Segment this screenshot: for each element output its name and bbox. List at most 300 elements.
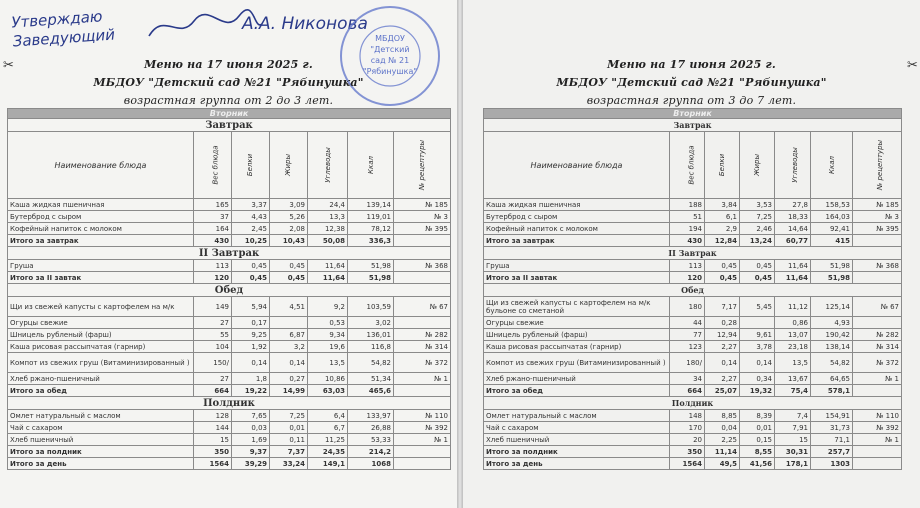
dish-value: 119,01 bbox=[348, 211, 394, 223]
dish-value: 190,42 bbox=[811, 329, 853, 341]
dish-row bbox=[484, 211, 902, 223]
meal-title: Завтрак bbox=[484, 119, 902, 132]
total-value: 50,08 bbox=[308, 235, 348, 247]
total-label: Итого за обед bbox=[484, 385, 670, 397]
dish-value: 136,01 bbox=[348, 329, 394, 341]
menu-date: Меню на 17 июня 2025 г. bbox=[144, 58, 313, 71]
total-value bbox=[853, 235, 902, 247]
dish-value: 3,53 bbox=[740, 199, 775, 211]
dish-value: 165 bbox=[194, 199, 232, 211]
total-value: 51,98 bbox=[348, 272, 394, 284]
dish-value: 0,01 bbox=[270, 422, 308, 434]
dish-name: Компот из свежих груш (Витаминизированный ) bbox=[484, 353, 670, 373]
column-header-protein: Белки bbox=[232, 132, 270, 199]
dish-value: 44 bbox=[670, 317, 705, 329]
dish-value: 139,14 bbox=[348, 199, 394, 211]
meal-total-row bbox=[484, 235, 902, 247]
dish-value: 164 bbox=[194, 223, 232, 235]
dish-value: 0,45 bbox=[232, 260, 270, 272]
dish-value: 180 bbox=[670, 297, 705, 317]
total-value: 9,37 bbox=[232, 446, 270, 458]
meal-section-header bbox=[484, 397, 902, 410]
dish-value: № 314 bbox=[853, 341, 902, 353]
dish-value: 150/ bbox=[194, 353, 232, 373]
column-header-row bbox=[8, 132, 451, 199]
dish-value: 92,41 bbox=[811, 223, 853, 235]
total-value: 430 bbox=[194, 235, 232, 247]
dish-value: 0,17 bbox=[232, 317, 270, 329]
total-value: 0,45 bbox=[740, 272, 775, 284]
dish-row bbox=[8, 422, 451, 434]
meal-section-header bbox=[484, 247, 902, 260]
total-value: 11,14 bbox=[705, 446, 740, 458]
total-value bbox=[394, 446, 451, 458]
scissors-icon: ✂ bbox=[907, 58, 918, 73]
dish-value: № 392 bbox=[394, 422, 451, 434]
column-header-recipe: № рецептуры bbox=[853, 132, 902, 199]
column-header-carbs: Углеводы bbox=[308, 132, 348, 199]
dish-value: № 282 bbox=[394, 329, 451, 341]
total-value: 8,55 bbox=[740, 446, 775, 458]
dish-value: № 372 bbox=[853, 353, 902, 373]
dish-row bbox=[8, 373, 451, 385]
meal-section-header bbox=[8, 247, 451, 260]
approval-signature bbox=[4, 4, 368, 51]
dish-value: № 110 bbox=[394, 410, 451, 422]
dish-value bbox=[740, 317, 775, 329]
dish-value: 5,45 bbox=[740, 297, 775, 317]
stamp-line-2: "Детский bbox=[370, 45, 410, 54]
dish-value: 7,25 bbox=[740, 211, 775, 223]
day-total-value: 39,29 bbox=[232, 458, 270, 470]
dish-row bbox=[8, 329, 451, 341]
meal-section-header bbox=[8, 397, 451, 410]
total-value bbox=[853, 272, 902, 284]
column-header-kcal: Ккал bbox=[348, 132, 394, 199]
dish-value: № 1 bbox=[853, 434, 902, 446]
dish-value: 55 bbox=[194, 329, 232, 341]
dish-value: 26,88 bbox=[348, 422, 394, 434]
column-header-carbs: Углеводы bbox=[775, 132, 811, 199]
dish-value: 20 bbox=[670, 434, 705, 446]
total-value: 51,98 bbox=[811, 272, 853, 284]
dish-value: 154,91 bbox=[811, 410, 853, 422]
dish-value: 149 bbox=[194, 297, 232, 317]
dish-name: Чай с сахаром bbox=[8, 422, 194, 434]
total-value: 10,43 bbox=[270, 235, 308, 247]
dish-value: 51,34 bbox=[348, 373, 394, 385]
total-label: Итого за полдник bbox=[484, 446, 670, 458]
dish-row bbox=[8, 317, 451, 329]
day-total-row bbox=[8, 458, 451, 470]
total-label: Итого за полдник bbox=[8, 446, 194, 458]
total-value: 257,7 bbox=[811, 446, 853, 458]
meal-section-header bbox=[8, 119, 451, 132]
meal-total-row bbox=[8, 272, 451, 284]
dish-name: Каша жидкая пшеничная bbox=[8, 199, 194, 211]
dish-value: № 185 bbox=[853, 199, 902, 211]
dish-value: 6,1 bbox=[705, 211, 740, 223]
dish-value: 54,82 bbox=[811, 353, 853, 373]
meal-total-row bbox=[8, 385, 451, 397]
signer-name: А.А. Никонова bbox=[242, 14, 368, 34]
dish-value bbox=[394, 317, 451, 329]
dish-value: № 392 bbox=[853, 422, 902, 434]
dish-value: 5,94 bbox=[232, 297, 270, 317]
dish-name: Компот из свежих груш (Витаминизированный ) bbox=[8, 353, 194, 373]
dish-value: 148 bbox=[670, 410, 705, 422]
dish-value: 54,82 bbox=[348, 353, 394, 373]
dish-name: Каша рисовая рассыпчатая (гарнир) bbox=[484, 341, 670, 353]
dish-value: 51 bbox=[670, 211, 705, 223]
dish-value: 0,45 bbox=[740, 260, 775, 272]
dish-row bbox=[484, 199, 902, 211]
dish-value: 51,98 bbox=[348, 260, 394, 272]
dish-value: 24,4 bbox=[308, 199, 348, 211]
total-value: 120 bbox=[194, 272, 232, 284]
dish-name: Чай с сахаром bbox=[484, 422, 670, 434]
column-header-row bbox=[484, 132, 902, 199]
meal-total-row bbox=[484, 385, 902, 397]
dish-row bbox=[484, 329, 902, 341]
dish-value: 0,34 bbox=[740, 373, 775, 385]
day-total-value: 33,24 bbox=[270, 458, 308, 470]
total-value: 19,32 bbox=[740, 385, 775, 397]
dish-row bbox=[8, 297, 451, 317]
dish-value: 8,85 bbox=[705, 410, 740, 422]
dish-value: 27,8 bbox=[775, 199, 811, 211]
dish-name: Бутерброд с сыром bbox=[484, 211, 670, 223]
total-value: 14,99 bbox=[270, 385, 308, 397]
dish-value: 4,93 bbox=[811, 317, 853, 329]
dish-value: 4,43 bbox=[232, 211, 270, 223]
dish-value: 113 bbox=[670, 260, 705, 272]
dish-value: 6,87 bbox=[270, 329, 308, 341]
menu-table-2-3 bbox=[7, 108, 451, 470]
dish-value: 0,14 bbox=[232, 353, 270, 373]
dish-name: Огурцы свежие bbox=[484, 317, 670, 329]
dish-value: 0,14 bbox=[270, 353, 308, 373]
column-header-weight: Вес блюда bbox=[670, 132, 705, 199]
dish-value: 13,5 bbox=[308, 353, 348, 373]
dish-row bbox=[484, 317, 902, 329]
day-total-value bbox=[853, 458, 902, 470]
dish-value: 6,4 bbox=[308, 410, 348, 422]
age-group: возрастная группа от 2 до 3 лет. bbox=[123, 94, 334, 107]
dish-row bbox=[484, 223, 902, 235]
day-total-value: 1564 bbox=[194, 458, 232, 470]
day-of-week: Вторник bbox=[8, 109, 451, 119]
dish-value: 0,03 bbox=[232, 422, 270, 434]
dish-value: 133,97 bbox=[348, 410, 394, 422]
meal-total-row bbox=[484, 272, 902, 284]
dish-row bbox=[8, 199, 451, 211]
org-name: МБДОУ "Детский сад №21 "Рябинушка" bbox=[556, 76, 827, 89]
day-total-row bbox=[484, 458, 902, 470]
stamp-line-3: сад № 21 bbox=[370, 56, 410, 65]
dish-row bbox=[8, 341, 451, 353]
dish-value: 13,3 bbox=[308, 211, 348, 223]
stamp-line-4: "Рябинушка" bbox=[362, 67, 418, 76]
meal-section-header bbox=[8, 284, 451, 297]
dish-value: 1,92 bbox=[232, 341, 270, 353]
meal-title: Полдник bbox=[8, 397, 451, 410]
dish-value: 3,78 bbox=[740, 341, 775, 353]
dish-value: 9,34 bbox=[308, 329, 348, 341]
total-value: 120 bbox=[670, 272, 705, 284]
dish-value: 11,25 bbox=[308, 434, 348, 446]
dish-value: 19,6 bbox=[308, 341, 348, 353]
dish-row bbox=[484, 422, 902, 434]
dish-value: 2,25 bbox=[705, 434, 740, 446]
dish-value: 125,14 bbox=[811, 297, 853, 317]
dish-value: 11,12 bbox=[775, 297, 811, 317]
dish-value: № 368 bbox=[394, 260, 451, 272]
dish-name: Шницель рубленый (фарш) bbox=[484, 329, 670, 341]
column-header-protein: Белки bbox=[705, 132, 740, 199]
total-value: 465,6 bbox=[348, 385, 394, 397]
dish-value: 13,07 bbox=[775, 329, 811, 341]
column-header-recipe: № рецептуры bbox=[394, 132, 451, 199]
dish-value: 0,14 bbox=[705, 353, 740, 373]
dish-row bbox=[8, 211, 451, 223]
column-header-weight: Вес блюда bbox=[194, 132, 232, 199]
day-total-value: 178,1 bbox=[775, 458, 811, 470]
meal-title: Полдник bbox=[484, 397, 902, 410]
total-label: Итого за II завтак bbox=[484, 272, 670, 284]
dish-value: 194 bbox=[670, 223, 705, 235]
total-value bbox=[853, 446, 902, 458]
dish-value: № 368 bbox=[853, 260, 902, 272]
dish-value: 0,45 bbox=[705, 260, 740, 272]
dish-name: Бутерброд с сыром bbox=[8, 211, 194, 223]
dish-value: 23,18 bbox=[775, 341, 811, 353]
day-total-value: 1068 bbox=[348, 458, 394, 470]
dish-value: 6,7 bbox=[308, 422, 348, 434]
dish-value: 13,67 bbox=[775, 373, 811, 385]
dish-value: 64,65 bbox=[811, 373, 853, 385]
dish-value: 0,45 bbox=[270, 260, 308, 272]
dish-value: 34 bbox=[670, 373, 705, 385]
age-group: возрастная группа от 3 до 7 лет. bbox=[586, 94, 797, 107]
total-value: 10,25 bbox=[232, 235, 270, 247]
dish-name: Хлеб ржано-пшеничный bbox=[484, 373, 670, 385]
dish-value: 144 bbox=[194, 422, 232, 434]
dish-value: № 372 bbox=[394, 353, 451, 373]
dish-value: 0,04 bbox=[705, 422, 740, 434]
dish-row bbox=[484, 353, 902, 373]
total-value: 7,37 bbox=[270, 446, 308, 458]
total-value: 30,31 bbox=[775, 446, 811, 458]
total-value bbox=[394, 272, 451, 284]
dish-value: 116,8 bbox=[348, 341, 394, 353]
dish-value: № 282 bbox=[853, 329, 902, 341]
dish-name: Омлет натуральный с маслом bbox=[8, 410, 194, 422]
dish-value: 7,17 bbox=[705, 297, 740, 317]
day-total-value: 1564 bbox=[670, 458, 705, 470]
meal-title: II Завтрак bbox=[8, 247, 451, 260]
dish-value: 9,2 bbox=[308, 297, 348, 317]
day-total-value: 49,5 bbox=[705, 458, 740, 470]
dish-value: 113 bbox=[194, 260, 232, 272]
dish-name: Кофейный напиток с молоком bbox=[8, 223, 194, 235]
dish-name: Омлет натуральный с маслом bbox=[484, 410, 670, 422]
total-value: 350 bbox=[194, 446, 232, 458]
day-total-value bbox=[394, 458, 451, 470]
dish-value: 9,61 bbox=[740, 329, 775, 341]
dish-value: № 3 bbox=[853, 211, 902, 223]
dish-value: 12,38 bbox=[308, 223, 348, 235]
dish-value: 180/ bbox=[670, 353, 705, 373]
meal-total-row bbox=[8, 446, 451, 458]
dish-value: 0,28 bbox=[705, 317, 740, 329]
dish-value bbox=[853, 317, 902, 329]
dish-value: 164,03 bbox=[811, 211, 853, 223]
day-total-value: 149,1 bbox=[308, 458, 348, 470]
dish-row bbox=[484, 434, 902, 446]
scissors-icon: ✂ bbox=[3, 58, 14, 73]
dish-name: Хлеб пшеничный bbox=[8, 434, 194, 446]
dish-value: 13,5 bbox=[775, 353, 811, 373]
meal-title: Обед bbox=[8, 284, 451, 297]
total-value: 11,64 bbox=[308, 272, 348, 284]
total-value bbox=[853, 385, 902, 397]
dish-value: № 3 bbox=[394, 211, 451, 223]
dish-value: 0,11 bbox=[270, 434, 308, 446]
total-value: 578,1 bbox=[811, 385, 853, 397]
dish-value: 12,94 bbox=[705, 329, 740, 341]
dish-name: Кофейный напиток с молоком bbox=[484, 223, 670, 235]
dish-row bbox=[8, 223, 451, 235]
dish-value: 3,02 bbox=[348, 317, 394, 329]
dish-value bbox=[270, 317, 308, 329]
dish-value: 1,8 bbox=[232, 373, 270, 385]
dish-value: 7,25 bbox=[270, 410, 308, 422]
day-of-week: Вторник bbox=[484, 109, 902, 119]
dish-value: № 395 bbox=[394, 223, 451, 235]
column-header-fat: Жиры bbox=[270, 132, 308, 199]
total-label: Итого за завтрак bbox=[8, 235, 194, 247]
column-header-name: Наименование блюда bbox=[484, 132, 670, 199]
dish-value: 0,15 bbox=[740, 434, 775, 446]
stamp-line-1: МБДОУ bbox=[375, 34, 405, 43]
organization-stamp bbox=[330, 4, 450, 108]
day-total-value: 41,56 bbox=[740, 458, 775, 470]
approval-line-2: Заведующий bbox=[12, 25, 116, 51]
dish-value: 15 bbox=[194, 434, 232, 446]
dish-value: 3,09 bbox=[270, 199, 308, 211]
dish-value: 0,01 bbox=[740, 422, 775, 434]
dish-row bbox=[484, 260, 902, 272]
dish-value: 2,45 bbox=[232, 223, 270, 235]
dish-value: № 67 bbox=[853, 297, 902, 317]
dish-value: 0,53 bbox=[308, 317, 348, 329]
dish-name: Щи из свежей капусты с картофелем на м/к бульоне со сметаной bbox=[484, 297, 670, 317]
dish-row bbox=[484, 341, 902, 353]
dish-row bbox=[8, 434, 451, 446]
dish-value: № 67 bbox=[394, 297, 451, 317]
dish-value: 104 bbox=[194, 341, 232, 353]
dish-row bbox=[8, 353, 451, 373]
meal-total-row bbox=[8, 235, 451, 247]
total-value: 350 bbox=[670, 446, 705, 458]
menu-date: Меню на 17 июня 2025 г. bbox=[607, 58, 776, 71]
dish-name: Огурцы свежие bbox=[8, 317, 194, 329]
total-value: 75,4 bbox=[775, 385, 811, 397]
total-value: 0,45 bbox=[270, 272, 308, 284]
dish-value: 9,25 bbox=[232, 329, 270, 341]
dish-value: 77 bbox=[670, 329, 705, 341]
dish-value: 11,64 bbox=[775, 260, 811, 272]
dish-value: 10,86 bbox=[308, 373, 348, 385]
total-label: Итого за завтрак bbox=[484, 235, 670, 247]
dish-value: 2,27 bbox=[705, 341, 740, 353]
dish-value: 3,84 bbox=[705, 199, 740, 211]
total-value: 60,77 bbox=[775, 235, 811, 247]
dish-row bbox=[8, 260, 451, 272]
day-total-label: Итого за день bbox=[484, 458, 670, 470]
dish-value: 27 bbox=[194, 373, 232, 385]
dish-value: 3,37 bbox=[232, 199, 270, 211]
dish-value: № 185 bbox=[394, 199, 451, 211]
dish-value: № 314 bbox=[394, 341, 451, 353]
dish-value: 78,12 bbox=[348, 223, 394, 235]
meal-title: Обед bbox=[484, 284, 902, 297]
dish-value: 0,27 bbox=[270, 373, 308, 385]
dish-value: 7,4 bbox=[775, 410, 811, 422]
dish-value: 158,53 bbox=[811, 199, 853, 211]
total-value: 214,2 bbox=[348, 446, 394, 458]
dish-row bbox=[484, 410, 902, 422]
dish-value: 4,51 bbox=[270, 297, 308, 317]
dish-value: 1,69 bbox=[232, 434, 270, 446]
dish-value: 31,73 bbox=[811, 422, 853, 434]
dish-value: 37 bbox=[194, 211, 232, 223]
total-value: 664 bbox=[194, 385, 232, 397]
dish-value: 53,33 bbox=[348, 434, 394, 446]
dish-row bbox=[8, 410, 451, 422]
meal-section-header bbox=[484, 119, 902, 132]
day-total-label: Итого за день bbox=[8, 458, 194, 470]
dish-value: 18,33 bbox=[775, 211, 811, 223]
total-value: 11,64 bbox=[775, 272, 811, 284]
dish-row bbox=[484, 297, 902, 317]
meal-total-row bbox=[484, 446, 902, 458]
dish-name: Щи из свежей капусты с картофелем на м/к bbox=[8, 297, 194, 317]
org-name: МБДОУ "Детский сад №21 "Рябинушка" bbox=[93, 76, 364, 89]
dish-name: Груша bbox=[484, 260, 670, 272]
dish-value: 51,98 bbox=[811, 260, 853, 272]
meal-section-header bbox=[484, 284, 902, 297]
dish-value: 27 bbox=[194, 317, 232, 329]
dish-value: 170 bbox=[670, 422, 705, 434]
dish-name: Каша рисовая рассыпчатая (гарнир) bbox=[8, 341, 194, 353]
dish-value: 11,64 bbox=[308, 260, 348, 272]
total-value bbox=[394, 385, 451, 397]
menu-table-3-7 bbox=[483, 108, 902, 470]
dish-value: 14,64 bbox=[775, 223, 811, 235]
column-header-kcal: Ккал bbox=[811, 132, 853, 199]
dish-value: № 395 bbox=[853, 223, 902, 235]
dish-value: 8,39 bbox=[740, 410, 775, 422]
dish-value: 188 bbox=[670, 199, 705, 211]
total-value: 0,45 bbox=[232, 272, 270, 284]
dish-value: № 1 bbox=[394, 373, 451, 385]
day-of-week-row bbox=[484, 109, 902, 119]
meal-title: II Завтрак bbox=[484, 247, 902, 260]
dish-value: 0,86 bbox=[775, 317, 811, 329]
dish-value: 138,14 bbox=[811, 341, 853, 353]
